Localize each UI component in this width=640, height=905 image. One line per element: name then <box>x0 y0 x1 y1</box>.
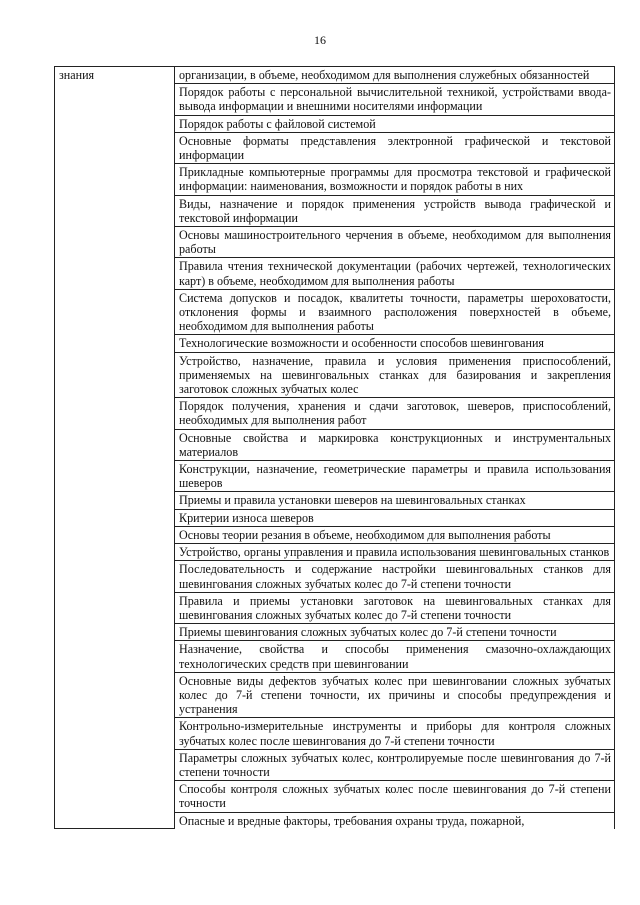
knowledge-table <box>54 66 615 829</box>
knowledge-item: Конструкции, назначение, геометрические параметры и правила использования шеверов <box>175 461 615 492</box>
knowledge-item: Последовательность и содержание настройки шевинговальных станков для шевингования сложных зубчатых колес до 7-й степени точности <box>175 561 615 592</box>
knowledge-item: Опасные и вредные факторы, требования охраны труда, пожарной, <box>175 812 615 829</box>
knowledge-item: Приемы шевингования сложных зубчатых колес до 7-й степени точности <box>175 624 615 641</box>
page-number: 16 <box>314 33 326 47</box>
knowledge-item: Основы машиностроительного черчения в объеме, необходимом для выполнения работы <box>175 227 615 258</box>
knowledge-item: Критерии износа шеверов <box>175 509 615 526</box>
knowledge-item: Приемы и правила установки шеверов на шевинговальных станках <box>175 492 615 509</box>
knowledge-item: Порядок работы с персональной вычислительной техникой, устройствами ввода-вывода информации и внешними носителями информации <box>175 84 615 115</box>
knowledge-item: Параметры сложных зубчатых колес, контролируемые после шевингования до 7-й степени точности <box>175 749 615 780</box>
knowledge-item: Устройство, органы управления и правила использования шевинговальных станков <box>175 544 615 561</box>
knowledge-item: Основные виды дефектов зубчатых колес при шевинговании сложных зубчатых колес до 7-й степени точности, их причины и способы предупреждения и устранения <box>175 672 615 718</box>
table-row <box>55 67 615 84</box>
knowledge-item: Устройство, назначение, правила и условия применения приспособлений, применяемых на шевинговальных станках для базирования и закрепления заготовок сложных зубчатых колес <box>175 352 615 398</box>
knowledge-item: Основные свойства и маркировка конструкционных и инструментальных материалов <box>175 429 615 460</box>
knowledge-item: Основные форматы представления электронной графической и текстовой информации <box>175 132 615 163</box>
knowledge-item: Основы теории резания в объеме, необходимом для выполнения работы <box>175 526 615 543</box>
knowledge-item: Порядок получения, хранения и сдачи заготовок, шеверов, приспособлений, необходимых для выполнения работ <box>175 398 615 429</box>
category-label: знания <box>55 67 175 829</box>
knowledge-item: Прикладные компьютерные программы для просмотра текстовой и графической информации: наименования, возможности и порядок работы в них <box>175 164 615 195</box>
knowledge-item: Назначение, свойства и способы применения смазочно-охлаждающих технологических средств при шевинговании <box>175 641 615 672</box>
knowledge-table-body <box>55 67 615 829</box>
knowledge-item: Система допусков и посадок, квалитеты точности, параметры шероховатости, отклонения формы и взаимного расположения поверхностей в объеме, необходимом для выполнения работы <box>175 289 615 335</box>
knowledge-item: организации, в объеме, необходимом для выполнения служебных обязанностей <box>175 67 615 84</box>
knowledge-item: Способы контроля сложных зубчатых колес после шевингования до 7-й степени точности <box>175 781 615 812</box>
knowledge-item: Правила чтения технической документации (рабочих чертежей, технологических карт) в объеме, необходимом для выполнения работы <box>175 258 615 289</box>
knowledge-item: Виды, назначение и порядок применения устройств вывода графической и текстовой информации <box>175 195 615 226</box>
knowledge-item: Технологические возможности и особенности способов шевингования <box>175 335 615 352</box>
knowledge-item: Правила и приемы установки заготовок на шевинговальных станках для шевингования сложных зубчатых колес до 7-й степени точности <box>175 592 615 623</box>
knowledge-item: Порядок работы с файловой системой <box>175 115 615 132</box>
knowledge-item: Контрольно-измерительные инструменты и приборы для контроля сложных зубчатых колес после шевингования до 7-й степени точности <box>175 718 615 749</box>
